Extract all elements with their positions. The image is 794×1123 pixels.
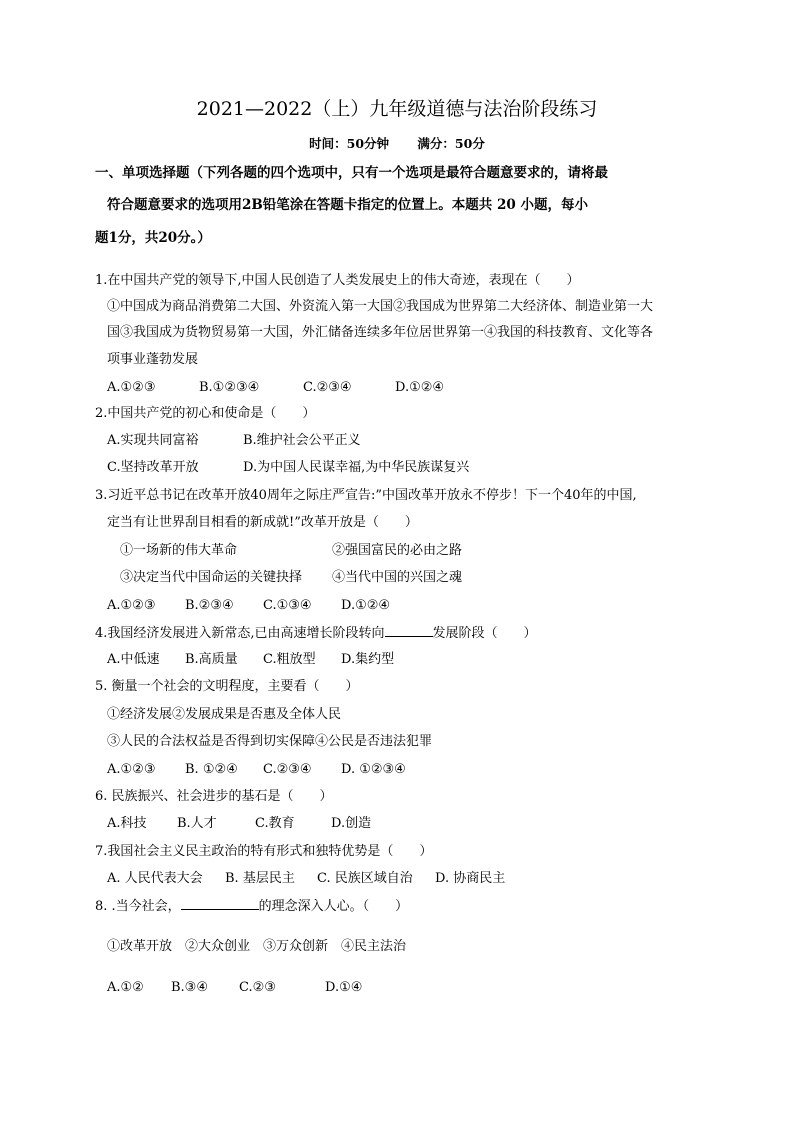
question-5-body: ①经济发展②发展成果是否惠及全体人民: [107, 707, 342, 722]
question-4-stem-part: 4.我国经济发展进入新常态,已由高速增长阶段转向: [95, 626, 385, 641]
question-1-body: ①中国成为商品消费第二大国、外资流入第一大国②我国成为世界第二大经济体、制造业第一大: [107, 299, 654, 314]
option-a[interactable]: A.①②③: [107, 598, 156, 613]
question-6-options: [107, 815, 371, 833]
answer-blank: [181, 897, 259, 910]
question-3-options: [107, 597, 390, 615]
question-6-stem: 6. 民族振兴、社会进步的基石是（ ）: [95, 789, 333, 804]
question-3-items: [120, 542, 462, 560]
question-1-body: 项事业蓬勃发展: [107, 352, 199, 367]
item-1: ①一场新的伟大革命: [120, 543, 238, 558]
question-7-stem: 7.我国社会主义民主政治的特有形式和独特优势是（ ）: [95, 844, 433, 859]
option-b[interactable]: B. ①②④: [185, 762, 238, 777]
question-2-options: [107, 432, 361, 450]
option-b[interactable]: B.人才: [177, 816, 217, 831]
option-c[interactable]: C.②③④: [263, 762, 312, 777]
question-1-body: 国③我国成为货物贸易第一大国，外汇储备连续多年位居世界第一④我国的科技教育、文化等各: [107, 325, 654, 340]
option-b[interactable]: B.②③④: [185, 598, 234, 613]
option-a[interactable]: A.①②: [107, 980, 144, 995]
option-b[interactable]: B.①②③④: [199, 380, 260, 395]
question-4-stem-part: 发展阶段（ ）: [432, 626, 537, 641]
option-c[interactable]: C. 民族区域自治: [317, 871, 413, 886]
option-a[interactable]: A. 人民代表大会: [107, 871, 203, 886]
option-d[interactable]: D.①④: [325, 980, 363, 995]
question-4-stem: [95, 624, 537, 643]
question-3-items: [120, 569, 462, 587]
question-8-stem-part: 的理念深入人心。（ ）: [258, 899, 409, 914]
option-d[interactable]: D.为中国人民谋幸福,为中华民族谋复兴: [243, 460, 470, 475]
option-d[interactable]: D.集约型: [341, 652, 395, 667]
option-c[interactable]: C.②③④: [303, 380, 352, 395]
page-title: 2021—2022（上）九年级道德与法治阶段练习: [196, 98, 598, 120]
option-c[interactable]: C.粗放型: [263, 652, 316, 667]
option-b[interactable]: B.维护社会公平正义: [243, 433, 361, 448]
question-7-options: [107, 870, 505, 888]
section-heading-line-2: 符合题意要求的选项用2B铅笔涂在答题卡指定的位置上。本题共 20 小题，每小: [107, 197, 588, 213]
answer-blank: [385, 624, 433, 637]
section-heading-line-1: 一、单项选择题（下列各题的四个选项中，只有一个选项是最符合题意要求的，请将最: [95, 165, 608, 181]
option-d[interactable]: D. 协商民主: [435, 871, 506, 886]
section-heading-line-3: 题1分，共20分。）: [95, 230, 211, 246]
option-c[interactable]: C.②③: [239, 980, 276, 995]
item-2: ②强国富民的必由之路: [332, 543, 463, 558]
question-5-body: ③人民的合法权益是否得到切实保障④公民是否违法犯罪: [107, 734, 433, 749]
option-a[interactable]: A.①②③: [107, 762, 156, 777]
option-d[interactable]: D.①②④: [395, 380, 445, 395]
question-3-stem: 定当有让世界刮目相看的新成就!”改革开放是（ ）: [107, 515, 418, 530]
option-c[interactable]: C.教育: [255, 816, 295, 831]
full-score: 满分：50分: [417, 136, 485, 151]
question-2-stem: 2.中国共产党的初心和使命是（ ）: [95, 406, 316, 421]
option-b[interactable]: B. 基层民主: [225, 871, 295, 886]
question-8-stem: [95, 897, 408, 916]
option-d[interactable]: D.①②④: [341, 598, 391, 613]
question-2-options: [107, 459, 469, 477]
question-4-options: [107, 651, 394, 669]
option-c[interactable]: C.①③④: [263, 598, 312, 613]
question-5-options: [107, 761, 406, 779]
item-3: ③决定当代中国命运的关键抉择: [120, 570, 303, 585]
option-b[interactable]: B.③④: [171, 980, 208, 995]
option-a[interactable]: A.①②③: [107, 380, 156, 395]
time-limit: 时间：50分钟: [309, 136, 390, 151]
exam-info: [0, 135, 794, 153]
option-a[interactable]: A.实现共同富裕: [107, 433, 199, 448]
question-8-options: [107, 979, 362, 997]
question-8-stem-part: 8. .当今社会，: [95, 899, 181, 914]
question-1-options: [107, 379, 444, 397]
option-a[interactable]: A.科技: [107, 816, 147, 831]
option-c[interactable]: C.坚持改革开放: [107, 460, 199, 475]
option-d[interactable]: D. ①②③④: [341, 762, 406, 777]
option-d[interactable]: D.创造: [331, 816, 372, 831]
question-3-stem: 3.习近平总书记在改革开放40周年之际庄严宣告:”中国改革开放永不停步！下一个40年的中国,: [95, 488, 637, 503]
option-a[interactable]: A.中低速: [107, 652, 160, 667]
option-b[interactable]: B.高质量: [185, 652, 238, 667]
question-1-stem: 1.在中国共产党的领导下,中国人民创造了人类发展史上的伟大奇迹，表现在（ ）: [95, 273, 580, 288]
item-4: ④当代中国的兴国之魂: [332, 570, 463, 585]
question-8-items: ①改革开放 ②大众创业 ③万众创新 ④民主法治: [107, 939, 407, 954]
question-5-stem: 5. 衡量一个社会的文明程度，主要看（ ）: [95, 679, 359, 694]
